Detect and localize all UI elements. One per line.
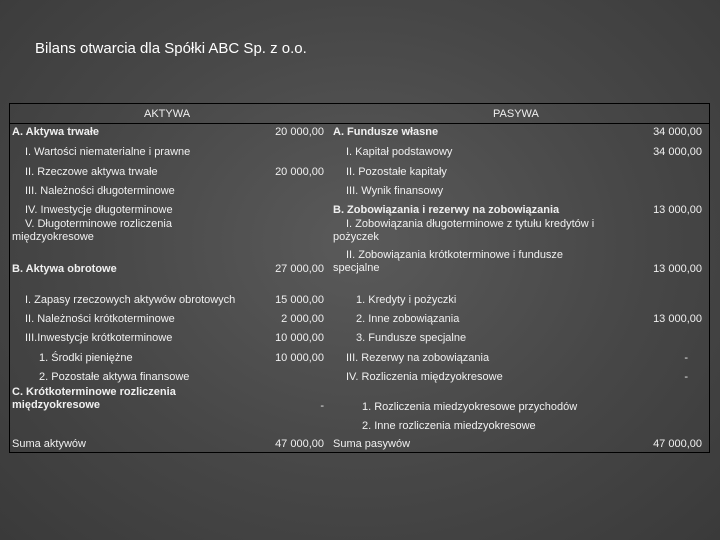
pasywa-b2-2-value: 13 000,00 [653,313,702,325]
pasywa-b4-value: - [684,371,688,383]
aktywa-a5-label: V. Długoterminowe rozliczenia międzyokresowe [12,218,172,243]
aktywa-b2-value: 2 000,00 [281,313,324,325]
aktywa-a1-label: I. Wartości niematerialne i prawne [25,146,191,158]
pasywa-total-value: 47 000,00 [653,438,702,450]
aktywa-b1-value: 15 000,00 [275,294,324,306]
aktywa-c-label: C. Krótkoterminowe rozliczenia międzyokresowe [12,386,176,411]
pasywa-b-value: 13 000,00 [653,204,702,216]
header-aktywa: AKTYWA [144,108,191,120]
pasywa-b3-value: - [684,352,688,364]
balance-sheet-table [9,103,710,453]
pasywa-a1-label: I. Kapitał podstawowy [346,146,453,158]
aktywa-c-value: - [320,400,324,412]
pasywa-b2-1-label: 1. Kredyty i pożyczki [356,294,457,306]
pasywa-a1-value: 34 000,00 [653,146,702,158]
aktywa-a-label: A. Aktywa trwałe [12,126,100,138]
aktywa-b-label: B. Aktywa obrotowe [12,263,117,275]
pasywa-b2-3-label: 3. Fundusze specjalne [356,332,467,344]
pasywa-b2-label: II. Zobowiązania krótkoterminowe i fundusze specjalne [333,249,564,274]
aktywa-b1-label: I. Zapasy rzeczowych aktywów obrotowych [25,294,236,306]
aktywa-b3-2-label: 2. Pozostałe aktywa finansowe [39,371,190,383]
aktywa-a2-label: II. Rzeczowe aktywa trwałe [25,166,158,178]
header-divider [10,123,709,124]
aktywa-b3-1-value: 10 000,00 [275,352,324,364]
aktywa-b2-label: II. Należności krótkoterminowe [25,313,175,325]
aktywa-a-value: 20 000,00 [275,126,324,138]
pasywa-b3-label: III. Rezerwy na zobowiązania [346,352,490,364]
aktywa-total-label: Suma aktywów [12,438,86,450]
pasywa-a3-label: III. Wynik finansowy [346,185,444,197]
pasywa-b4-1-label: 1. Rozliczenia miedzyokresowe przychodów [362,401,578,413]
aktywa-a4-label: IV. Inwestycje długoterminowe [25,204,173,216]
aktywa-a2-value: 20 000,00 [275,166,324,178]
pasywa-a2-label: II. Pozostałe kapitały [346,166,447,178]
header-pasywa: PASYWA [493,108,539,120]
aktywa-b3-value: 10 000,00 [275,332,324,344]
pasywa-b2-2-label: 2. Inne zobowiązania [356,313,460,325]
pasywa-total-label: Suma pasywów [333,438,411,450]
aktywa-b-value: 27 000,00 [275,263,324,275]
aktywa-a3-label: III. Należności długoterminowe [25,185,175,197]
aktywa-b3-label: III.Inwestycje krótkoterminowe [25,332,173,344]
pasywa-b2-value: 13 000,00 [653,263,702,275]
pasywa-b4-label: IV. Rozliczenia międzyokresowe [346,371,503,383]
page-title: Bilans otwarcia dla Spółki ABC Sp. z o.o. [35,40,307,57]
pasywa-b1-label: I. Zobowiązania długoterminowe z tytułu kredytów i pożyczek [333,218,595,243]
pasywa-a-value: 34 000,00 [653,126,702,138]
aktywa-b3-1-label: 1. Środki pieniężne [39,352,133,364]
pasywa-b-label: B. Zobowiązania i rezerwy na zobowiązania [333,204,560,216]
aktywa-total-value: 47 000,00 [275,438,324,450]
pasywa-b4-2-label: 2. Inne rozliczenia miedzyokresowe [362,420,536,432]
pasywa-a-label: A. Fundusze własne [333,126,439,138]
